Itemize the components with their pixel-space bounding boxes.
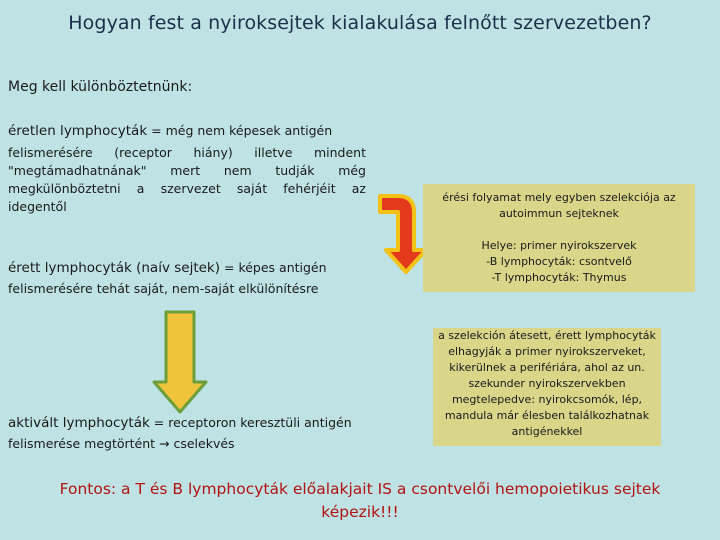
page-title: Hogyan fest a nyiroksejtek kialakulása felnőtt szervezetben?	[68, 12, 652, 34]
mature-section	[8, 259, 366, 298]
mature-text-rest: felismerésére tehát saját, nem-saját elkülönítésre	[8, 281, 319, 296]
migration-box: a szelekción átesett, érett lymphocyták elhagyják a primer nyirokszerveket, kikerülnek a perifériára, ahol az un. szekunder nyirokszervekben megtelepedve: nyirokcsomók, lép, mandula már élesben találkozhatnak antigénekkel	[433, 328, 661, 446]
footer-note: Fontos: a T és B lymphocyták előalakjait IS a csontvelői hemopoietikus sejtek képezik!!!	[59, 480, 661, 521]
intro-text: Meg kell különböztetnünk:	[8, 79, 193, 95]
immature-text-first: = még nem képesek antigén	[151, 123, 333, 138]
mature-heading: érett lymphocyták (naív sejtek)	[8, 260, 221, 276]
location-box: Helye: primer nyirokszervek -B lymphocyták: csontvelő -T lymphocyták: Thymus	[423, 236, 695, 292]
mature-text-first: = képes antigén	[224, 260, 327, 275]
selection-box: érési folyamat mely egyben szelekciója az autoimmun sejteknek	[423, 184, 695, 236]
activated-heading: aktivált lymphocyták	[8, 415, 150, 431]
activated-text-rest: felismerése megtörtént → cselekvés	[8, 436, 235, 451]
immature-heading: éretlen lymphocyták	[8, 123, 148, 139]
immature-section	[8, 122, 366, 216]
immature-text-rest: felismerésére (receptor hiány) illetve mindent "megtámadhatnának" mert nem tudják még megkülönböztetni a szervezet saját fehérjéit az idegentől	[8, 145, 366, 214]
activated-section	[8, 414, 388, 453]
down-arrow-icon	[152, 308, 212, 418]
activated-text-first: = receptoron keresztüli antigén	[153, 415, 352, 430]
